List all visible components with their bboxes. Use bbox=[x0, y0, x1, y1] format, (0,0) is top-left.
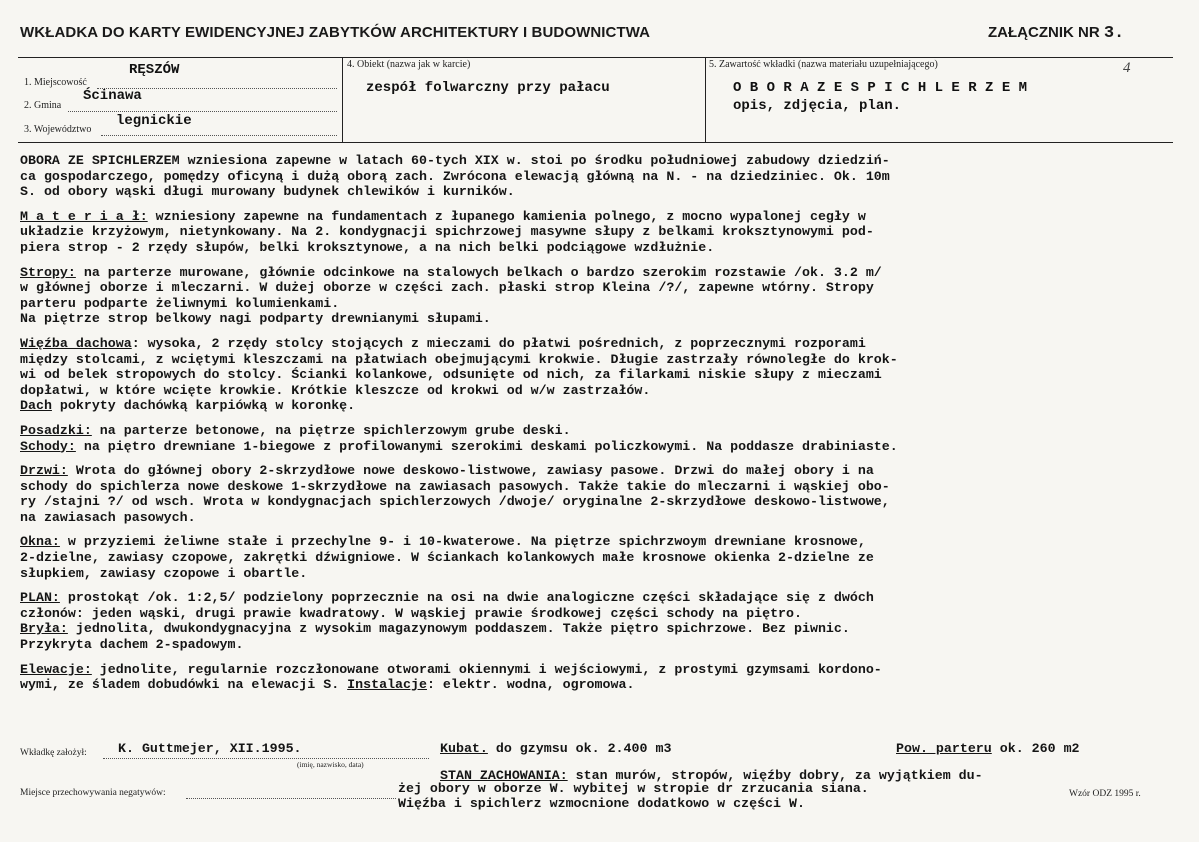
voivodeship-value: legnickie bbox=[116, 113, 192, 129]
text-line: Elewacje: jednolite, regularnie rozczłonowane otworami okiennymi i wejściowymi, z prostymi gzymsami kordono- bbox=[20, 661, 882, 677]
locality-label: 1. Miejscowość bbox=[24, 77, 87, 88]
section-heading: Stropy: bbox=[20, 264, 76, 280]
text-line: Przykryta dachem 2-spadowym. bbox=[20, 637, 244, 653]
text-line: na zawiasach pasowych. bbox=[20, 509, 196, 525]
paragraph-ceilings bbox=[20, 265, 1185, 327]
text-line: piera strop - 2 rzędy słupów, belki kroksztynowe, a na nich belki podciągowe wzdłużnie. bbox=[20, 239, 715, 255]
paragraph-floors-stairs bbox=[20, 423, 1185, 454]
text-line: ry /stajni ?/ od wsch. Wrota w kondygnacjach spichlerzowych /dwoje/ oryginalne 2-skrzydłowe deskowo-listwowe, bbox=[20, 494, 890, 510]
gmina-label: 2. Gmina bbox=[24, 100, 62, 111]
text-line: dopłatwi, w które wcięte krowkie. Krótkie kleszcze od krokwi od w/w zastrzałów. bbox=[20, 382, 651, 398]
text-line: S. od obory wąski długi murowany budynek chlewików i kurników. bbox=[20, 184, 515, 200]
section-heading: Schody: bbox=[20, 438, 76, 454]
section-heading: PLAN: bbox=[20, 590, 60, 606]
cubature-value: do gzymsu ok. 2.400 m3 bbox=[487, 741, 672, 756]
paragraph-doors bbox=[20, 463, 1185, 525]
text-line: ca gospodarczego, pomędzy oficyną i dużą oborą zach. Zwrócona elewacją główną na N. - na dziedziniec. Ok. 10m bbox=[20, 168, 890, 184]
locality-value: RĘSZÓW bbox=[129, 62, 180, 78]
created-by-label: Wkładkę założył: bbox=[20, 748, 87, 758]
text-line: OBORA ZE SPICHLERZEM wzniesiona zapewne w latach 60-tych XIX w. stoi po środku południowej zabudowy dziedziń- bbox=[20, 153, 890, 168]
condition-heading: STAN ZACHOWANIA: bbox=[440, 768, 568, 783]
text-line: Schody: na piętro drewniane 1-biegowe z profilowanymi szerokimi deskami policzkowymi. Na poddasze drabiniaste. bbox=[20, 438, 898, 454]
contents-label: 5. Zawartość wkładki (nazwa materiału uzupełniającego) bbox=[709, 59, 938, 70]
text-line: Stropy: na parterze murowane, głównie odcinkowe na stalowych belkach o bardzo szerokim rozstawie /ok. 3.2 m/ bbox=[20, 264, 882, 280]
box-bottom-border bbox=[18, 142, 1173, 143]
object-label: 4. Obiekt (nazwa jak w karcie) bbox=[347, 59, 471, 70]
floor-area-heading: Pow. parteru bbox=[896, 741, 992, 756]
text-line: układzie krzyżowym, nietynkowany. Na 2. kondygnacji spichrzowej masywne słupy z belkami kroksztynowymi pod- bbox=[20, 224, 874, 240]
floor-area bbox=[896, 741, 1080, 756]
attachment-number-value: 3. bbox=[1103, 24, 1125, 43]
text-line: 2-dzielne, zawiasy czopowe, zakrętki dźwigniowe. W ściankach kolankowych małe krosnowe okienka 2-dzielne ze bbox=[20, 550, 874, 566]
text-line: M a t e r i a ł: wzniesiony zapewne na fundamentach z łupanego kamienia polnego, z mocno wypalonej cegły w bbox=[20, 208, 866, 224]
object-value: zespół folwarczny przy pałacu bbox=[366, 80, 610, 96]
text-line: PLAN: prostokąt /ok. 1:2,5/ podzielony poprzecznie na osi na dwie analogiczne części składające się z dwóch bbox=[20, 590, 874, 606]
box-divider-2 bbox=[705, 57, 706, 143]
contents-handwritten-number: 4 bbox=[1123, 60, 1131, 76]
section-heading: M a t e r i a ł: bbox=[20, 208, 148, 224]
attachment-number bbox=[988, 24, 1124, 43]
text-line: Dach pokryty dachówką karpiówką w koronkę. bbox=[20, 398, 356, 414]
card-title: WKŁADKA DO KARTY EWIDENCYJNEJ ZABYTKÓW ARCHITEKTURY I BUDOWNICTWA bbox=[20, 24, 651, 41]
box-top-border bbox=[18, 57, 1173, 58]
paragraph-material bbox=[20, 209, 1185, 256]
form-code: Wzór ODZ 1995 r. bbox=[1069, 789, 1141, 799]
negatives-line bbox=[186, 798, 396, 799]
negatives-label: Miejsce przechowywania negatywów: bbox=[20, 788, 166, 798]
section-heading: Posadzki: bbox=[20, 422, 92, 438]
condition-line-2: żej obory w oborze W. wybitej w stropie dr zrzucania siana. bbox=[398, 781, 869, 796]
description-body bbox=[20, 153, 1185, 702]
text-line: wi od belek stropowych do stolcy. Ścianki kolankowe, odsunięte od nich, za filarkami niskie słupy z mieczami bbox=[20, 367, 882, 383]
contents-value-line-1: O B O R A Z E S P I C H L E R Z E M bbox=[733, 80, 1028, 96]
section-heading: Elewacje: bbox=[20, 661, 92, 677]
section-heading: Okna: bbox=[20, 534, 60, 550]
text-line: schody do spichlerza nowe deskowe 1-skrzydłowe na zawiasach pasowych. Także takie do mleczarni i wąskiej obo- bbox=[20, 478, 890, 494]
text-line: słupkiem, zawiasy czopowe i obartle. bbox=[20, 565, 308, 581]
condition-line-3: Więźba i spichlerz wzmocnione dodatkowo w części W. bbox=[398, 796, 805, 811]
contents-value-line-2: opis, zdjęcia, plan. bbox=[733, 98, 902, 114]
paragraph-general bbox=[20, 153, 1185, 200]
paragraph-windows bbox=[20, 534, 1185, 581]
condition-line-1: STAN ZACHOWANIA: stan murów, stropów, więźby dobry, za wyjątkiem du- bbox=[440, 768, 983, 783]
text-line: Bryła: jednolita, dwukondygnacyjna z wysokim magazynowym poddaszem. Także piętro spichrzowe. Bez piwnic. bbox=[20, 621, 850, 637]
text-line: parteru podparte żeliwnymi kolumienkami. bbox=[20, 295, 340, 311]
paragraph-elevations bbox=[20, 662, 1185, 693]
section-heading: Więźba dachowa bbox=[20, 335, 132, 351]
section-heading: Instalacje bbox=[347, 677, 427, 693]
attachment-label: ZAŁĄCZNIK NR bbox=[988, 24, 1100, 41]
text-line: w głównej oborze i mleczarni. W dużej oborze w części zach. płaski strop Kleina /?/, zapewne wtórny. Stropy bbox=[20, 280, 874, 296]
text-line: Więźba dachowa: wysoka, 2 rzędy stolcy stojących z mieczami do płatwi pośrednich, z poprzecznymi rozporami bbox=[20, 335, 866, 351]
paragraph-plan bbox=[20, 590, 1185, 652]
paragraph-roof-truss bbox=[20, 336, 1185, 414]
text-line: między stolcami, z wciętymi kleszczami na płatwiach obejmującymi krokwie. Długie zastrzały równoległe do krok- bbox=[20, 351, 898, 367]
text-line: wymi, ze śladem dobudówki na elewacji S. Instalacje: elektr. wodna, ogromowa. bbox=[20, 677, 635, 693]
text-line: Okna: w przyziemi żeliwne stałe i przechylne 9- i 10-kwaterowe. Na piętrze spichrzwoym drewniane krosnowe, bbox=[20, 534, 866, 550]
created-by-value: K. Guttmejer, XII.1995. bbox=[118, 741, 302, 756]
gmina-line bbox=[68, 111, 337, 112]
created-by-caption: (imię, nazwisko, data) bbox=[297, 760, 364, 769]
created-by-line bbox=[103, 758, 429, 759]
text-line: Posadzki: na parterze betonowe, na piętrze spichlerzowym grube deski. bbox=[20, 422, 571, 438]
text-line: członów: jeden wąski, drugi prawie kwadratowy. W wąskiej prawie środkowej części schody na piętro. bbox=[20, 605, 802, 621]
section-heading: Bryła: bbox=[20, 621, 68, 637]
cubature bbox=[440, 741, 671, 756]
voivodeship-label: 3. Województwo bbox=[24, 124, 92, 135]
text-line: Drzwi: Wrota do głównej obory 2-skrzydłowe nowe deskowo-listwowe, zawiasy pasowe. Drzwi do małej obory i na bbox=[20, 463, 874, 479]
section-heading: Dach bbox=[20, 398, 52, 414]
text-line: Na piętrze strop belkowy nagi podparty drewnianymi słupami. bbox=[20, 311, 491, 327]
section-heading: Drzwi: bbox=[20, 463, 68, 479]
floor-area-value: ok. 260 m2 bbox=[991, 741, 1080, 756]
gmina-value: Ścinawa bbox=[83, 88, 142, 104]
box-divider-1 bbox=[342, 57, 343, 143]
cubature-heading: Kubat. bbox=[440, 741, 488, 756]
voivodeship-line bbox=[101, 135, 337, 136]
